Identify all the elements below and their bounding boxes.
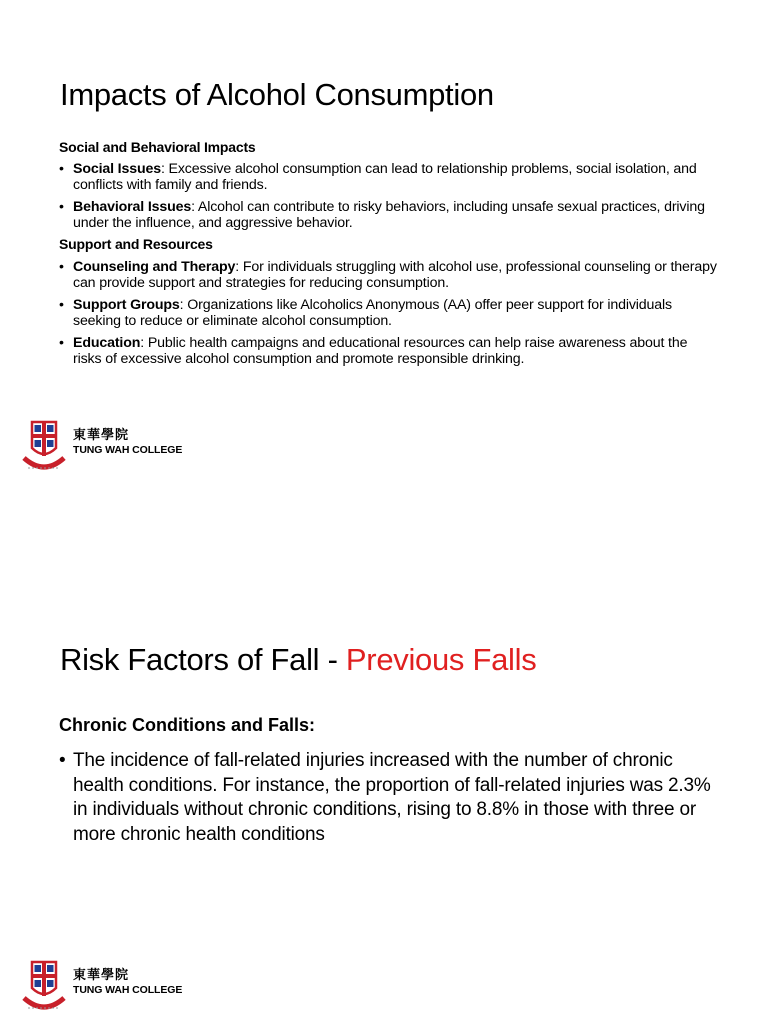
- bullet-text: : For individuals struggling with alcohol use, professional counseling or therapy can provide support and strategies for reducing consumption.: [73, 259, 717, 291]
- bullet-support-groups: [59, 297, 719, 329]
- bullet-dot: •: [59, 259, 64, 275]
- bullet-dot: •: [59, 297, 64, 313]
- bullet-text: : Organizations like Alcoholics Anonymous (AA) offer peer support for individuals seeking to reduce or eliminate alcohol consumption.: [73, 297, 672, 329]
- college-logo: [20, 418, 185, 472]
- bullet-dot: •: [59, 750, 66, 771]
- section-heading-social-behavioral: Social and Behavioral Impacts: [59, 139, 256, 155]
- bullet-dot: •: [59, 199, 64, 215]
- section-heading-suffix: :: [309, 715, 316, 735]
- college-crest-icon: [20, 958, 68, 1012]
- bullet-counseling-therapy: [59, 259, 719, 291]
- slide-fall-risk-factors: [0, 512, 768, 1024]
- slide-title-accent: Previous Falls: [345, 642, 537, 677]
- college-name-english: TUNG WAH COLLEGE: [73, 984, 183, 996]
- bullet-dot: •: [59, 335, 64, 351]
- section-heading-support-resources: Support and Resources: [59, 236, 213, 252]
- bullet-text: The incidence of fall-related injuries increased with the number of chronic health conditions. For instance, the proportion of fall-related injuries was 2.3% in individuals without chronic conditions, rising to 8.8% in those with three or more chronic health conditions: [73, 750, 711, 845]
- college-crest-icon: [20, 418, 68, 472]
- bullet-text: : Excessive alcohol consumption can lead to relationship problems, social isolation, and conflicts with family and friends.: [73, 161, 697, 193]
- bullet-term: Behavioral Issues: [73, 199, 192, 215]
- section-heading-text: Chronic Conditions and Falls: [59, 715, 310, 735]
- section-heading-chronic-conditions: [59, 715, 315, 736]
- college-name-chinese: 東華學院: [73, 968, 130, 983]
- bullet-fall-injury-incidence: [59, 749, 719, 847]
- slide-title: Impacts of Alcohol Consumption: [60, 77, 494, 112]
- bullet-education: [59, 335, 719, 367]
- bullet-term: Counseling and Therapy: [73, 259, 236, 275]
- bullet-text: : Public health campaigns and educational resources can help raise awareness about the risks of excessive alcohol consumption and promote responsible drinking.: [73, 335, 688, 367]
- bullet-term: Education: [73, 335, 141, 351]
- bullet-behavioral-issues: [59, 199, 719, 231]
- bullet-term: Support Groups: [73, 297, 180, 313]
- bullet-term: Social Issues: [73, 161, 161, 177]
- slide-title: [60, 642, 536, 678]
- slide-title-main: Risk Factors of Fall -: [60, 642, 346, 677]
- college-logo: [20, 958, 185, 1012]
- bullet-social-issues: [59, 161, 719, 193]
- college-name-english: TUNG WAH COLLEGE: [73, 444, 183, 456]
- bullet-dot: •: [59, 161, 64, 177]
- bullet-text: : Alcohol can contribute to risky behaviors, including unsafe sexual practices, driving under the influence, and aggressive behavior.: [73, 199, 705, 231]
- college-name-chinese: 東華學院: [73, 428, 130, 443]
